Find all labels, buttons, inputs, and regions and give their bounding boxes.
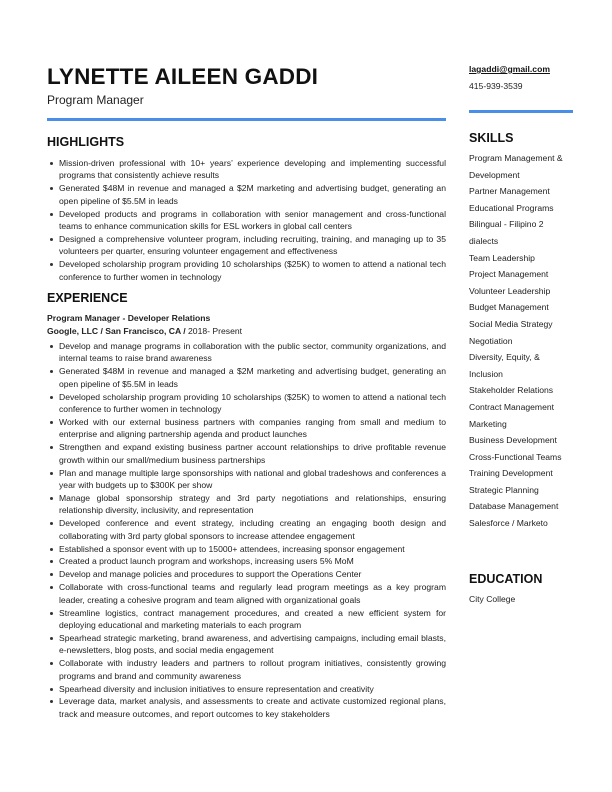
main-column xyxy=(47,64,446,721)
skill-item: Diversity, Equity, & Inclusion xyxy=(469,352,540,379)
experience-bullet: Spearhead diversity and inclusion initiatives to ensure representation and creativity xyxy=(47,683,446,695)
dates: 2018- Present xyxy=(188,326,243,337)
highlight-item: Mission-driven professional with 10+ years’ experience developing and implementing successful programs that consistently achieve results xyxy=(47,157,446,182)
sidebar-column xyxy=(469,63,575,605)
skill-item: Educational Programs xyxy=(469,202,554,213)
skill-item: Project Management xyxy=(469,269,549,280)
skill-item: Volunteer Leadership xyxy=(469,285,551,296)
skill-item: Stakeholder Relations xyxy=(469,385,554,396)
experience-bullet: Established a sponsor event with up to 15000+ attendees, increasing sponsor engagement xyxy=(47,543,446,555)
skill-item: Contract Management xyxy=(469,401,555,412)
experience-bullet: Manage global sponsorship strategy and 3rd party negotiations and relationships, ensuring relationship diversity, inclusivity, and representation xyxy=(47,492,446,517)
education-heading: EDUCATION xyxy=(469,571,543,586)
experience-bullet: Develop and manage programs in collaboration with the public sector, community organizations, and internal teams to raise brand awareness xyxy=(47,340,446,365)
skill-item: Bilingual - Filipino 2 dialects xyxy=(469,219,544,246)
experience-bullet: Generated $48M in revenue and managed a $2M marketing and advertising budget, generating an open pipeline of $5.5M in leads xyxy=(47,365,446,390)
skills-heading: SKILLS xyxy=(469,131,514,145)
skill-item: Negotiation xyxy=(469,335,513,346)
candidate-name: LYNETTE AILEEN GADDI xyxy=(47,64,319,89)
experience-bullet: Plan and manage multiple large sponsorships with national and global tradeshows and conferences a year with budgets up to $300K per show xyxy=(47,467,446,492)
experience-bullet: Collaborate with cross-functional teams and regularly lead program meetings as a key program leader, creating a cohesive program and team aligned with organizational goals xyxy=(47,581,446,606)
skill-item: Salesforce / Marketo xyxy=(469,518,548,529)
skill-item: Training Development xyxy=(469,468,553,479)
company-line xyxy=(47,325,446,338)
experience-bullet: Develop and manage policies and procedures to support the Operations Center xyxy=(47,568,446,580)
skill-item: Marketing xyxy=(469,418,507,429)
skill-item: Database Management xyxy=(469,501,559,512)
header-divider xyxy=(47,118,446,121)
skill-item: Program Management & Development xyxy=(469,153,563,180)
skill-item: Social Media Strategy xyxy=(469,318,553,329)
skill-item: Partner Management xyxy=(469,186,550,197)
sidebar-divider xyxy=(469,110,573,113)
job-title: Program Manager xyxy=(47,93,144,107)
experience-bullet: Leverage data, market analysis, and assessments to create and activate customized regional plans, track and measure outcomes, and report outcomes to key stakeholders xyxy=(47,695,446,720)
email-link[interactable]: lagaddi@gmail.com xyxy=(469,64,550,74)
school: City College xyxy=(469,593,516,604)
experience-bullet: Spearhead strategic marketing, brand awareness, and advertising campaigns, including email blasts, e-newsletters, blog posts, and social media engagement xyxy=(47,632,446,657)
position-title: Program Manager - Developer Relations xyxy=(47,313,211,324)
skill-item: Budget Management xyxy=(469,302,549,313)
highlight-item: Generated $48M in revenue and managed a $2M marketing and advertising budget, generating an open pipeline of $5.5M in leads xyxy=(47,182,446,207)
experience-bullet: Developed scholarship program providing 10 scholarships ($25K) to women to attend a national tech conference to further women in technology xyxy=(47,391,446,416)
experience-bullet: Strengthen and expand existing business partner account relationships to drive profitable revenue growth within our small/medium business partnerships xyxy=(47,441,446,466)
experience-list xyxy=(47,340,446,720)
experience-bullet: Created a product launch program and workshops, increasing users 5% MoM xyxy=(47,555,446,567)
skill-item: Business Development xyxy=(469,435,557,446)
highlights-list xyxy=(47,157,446,283)
experience-bullet: Streamline logistics, contract management procedures, and created a new efficient system for deploying educational and marketing materials to each program xyxy=(47,607,446,632)
skill-item: Strategic Planning xyxy=(469,484,539,495)
skills-list xyxy=(469,150,575,532)
skill-item: Team Leadership xyxy=(469,252,535,263)
experience-bullet: Collaborate with industry leaders and partners to rollout program initiatives, consistently growing programs and brand and community awareness xyxy=(47,657,446,682)
phone: 415-939-3539 xyxy=(469,81,523,91)
experience-bullet: Worked with our external business partners with companies ranging from small and medium to enterprise and aligning partnership agenda and product launches xyxy=(47,416,446,441)
company: Google, LLC / San Francisco, CA / xyxy=(47,326,189,337)
highlight-item: Developed scholarship program providing 10 scholarships ($25K) to women to attend a national tech conference to further women in technology xyxy=(47,258,446,283)
experience-bullet: Developed conference and event strategy, including creating an engaging booth design and collaborating with 3rd party global sponsors to increase attendee engagement xyxy=(47,517,446,542)
experience-heading: EXPERIENCE xyxy=(47,291,128,306)
skill-item: Cross-Functional Teams xyxy=(469,451,562,462)
highlight-item: Developed products and programs in collaboration with senior management and cross-functional teams to enhance communication skills for ESL workers in global call centers xyxy=(47,208,446,233)
highlight-item: Designed a comprehensive volunteer program, including recruiting, training, and managing up to 35 volunteers per quarter, ensuring volunteer engagement and effectiveness xyxy=(47,233,446,258)
highlights-heading: HIGHLIGHTS xyxy=(47,135,125,149)
